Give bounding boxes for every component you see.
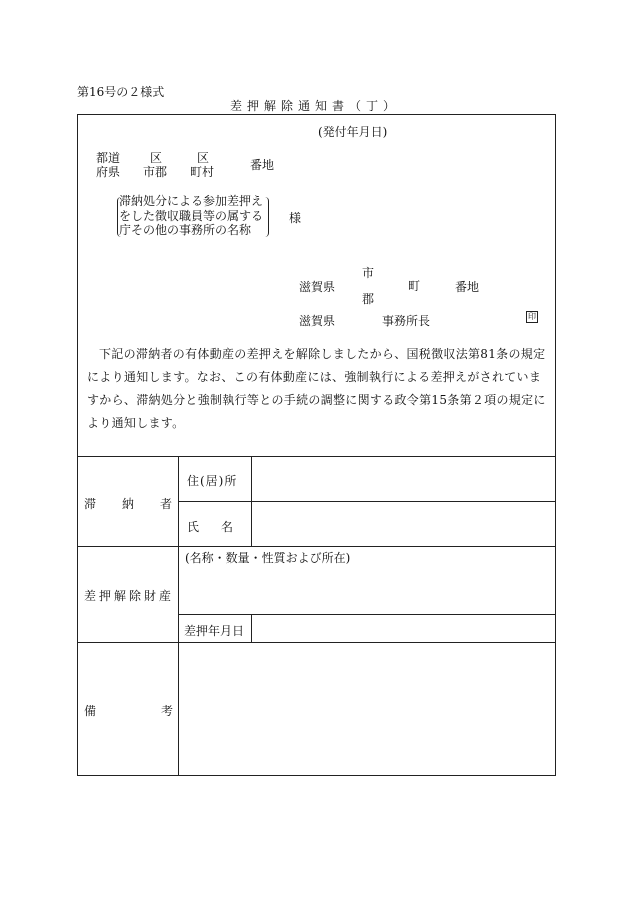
divider-delinquent-property bbox=[77, 546, 556, 547]
remarks-label: 備考 bbox=[84, 704, 239, 718]
recipient-todofuken-line2: 府県 bbox=[96, 165, 121, 179]
sender-county: 郡 bbox=[362, 292, 375, 306]
name-field[interactable] bbox=[252, 502, 555, 545]
recipient-honorific: 様 bbox=[289, 211, 302, 225]
office-name-line: 滞納処分による参加差押え bbox=[119, 194, 264, 208]
recipient-chouson: 町村 bbox=[190, 165, 215, 179]
sender-town: 町 bbox=[408, 279, 421, 293]
property-note: (名称・数量・性質および所在) bbox=[185, 551, 351, 565]
office-name-text bbox=[119, 194, 263, 238]
address-label: 住(居)所 bbox=[187, 474, 238, 488]
recipient-shigun: 市郡 bbox=[143, 165, 168, 179]
recipient-todofuken-line1: 都道 bbox=[96, 151, 121, 165]
document-title: 差押解除通知書（丁） bbox=[229, 99, 400, 113]
office-name-line: をした徴収職員等の属する bbox=[119, 208, 264, 223]
property-field[interactable] bbox=[179, 566, 555, 613]
recipient-ku-1: 区 bbox=[150, 151, 163, 165]
delinquent-label bbox=[84, 495, 199, 512]
remarks-field[interactable] bbox=[179, 643, 555, 775]
recipient-ku-2: 区 bbox=[197, 151, 210, 165]
seal-mark: 印 bbox=[528, 312, 536, 321]
sender-prefecture-2: 滋賀県 bbox=[299, 314, 336, 328]
delinquent-label-text: 滞納者 bbox=[84, 497, 199, 511]
seizure-date-label: 差押年月日 bbox=[184, 624, 245, 638]
sender-city: 市 bbox=[362, 266, 375, 280]
sender-banchi: 番地 bbox=[455, 280, 480, 294]
form-number: 第16号の２様式 bbox=[77, 85, 165, 99]
sender-prefecture-1: 滋賀県 bbox=[299, 280, 336, 294]
property-label: 差押解除財産 bbox=[84, 589, 175, 603]
notice-text: 下記の滞納者の有体動産の差押えを解除しましたから、国税徴収法第81条の規定により通知します。なお、この有体動産には、強制執行による差押えがされていますから、滞納処分と強制執行等との手続の調整に関する政令第15条第２項の規定により通知します。 bbox=[87, 347, 546, 430]
office-name-line: 庁その他の事務所の名称 bbox=[119, 223, 252, 237]
recipient-banchi: 番地 bbox=[250, 158, 275, 172]
sender-office-head: 事務所長 bbox=[382, 314, 431, 328]
name-label: 氏名 bbox=[187, 520, 256, 534]
issue-date-label: (発付年月日) bbox=[318, 125, 388, 139]
seizure-date-field[interactable] bbox=[252, 615, 555, 641]
address-field[interactable] bbox=[252, 457, 555, 500]
